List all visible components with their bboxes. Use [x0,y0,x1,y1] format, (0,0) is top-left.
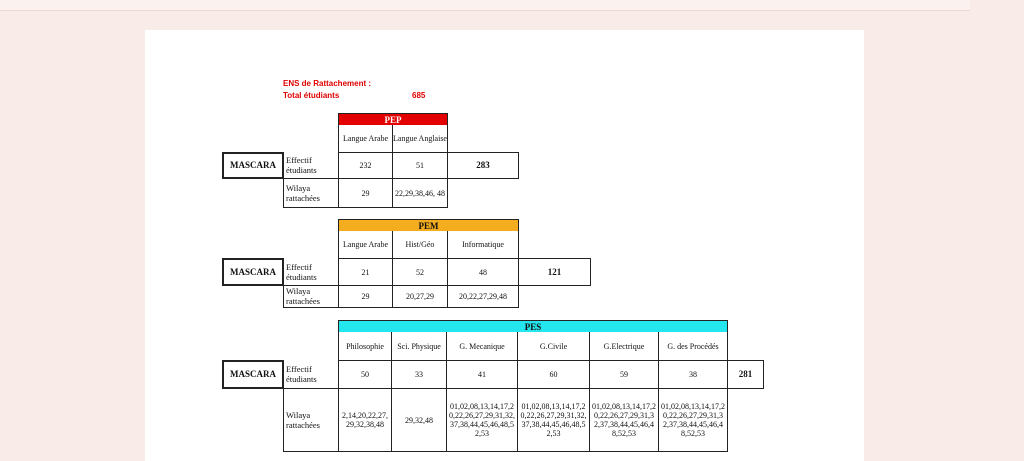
pes-col-header: G. des Procédés [658,332,728,361]
pep-col-header: Langue Anglaise [392,125,448,153]
pes-effectif-cell: 59 [589,360,659,389]
pes-effectif-cell: 50 [338,360,392,389]
pes-col-header: G.Electrique [589,332,659,361]
pem-col-header: Langue Arabe [338,231,393,259]
pes-col-header: G.Civile [517,332,590,361]
pes-title-bar: PES [338,320,728,333]
pes-effectif-label: Effectif étudiants [283,360,339,389]
pem-wilaya-name: MASCARA [222,258,284,286]
pep-wilaya-cell: 29 [338,178,393,208]
pep-effectif-cell: 51 [392,152,448,179]
pem-total-cell: 121 [518,258,591,286]
pes-col-header: Philosophie [338,332,392,361]
pem-effectif-cell: 21 [338,258,393,286]
pes-effectif-cell: 41 [446,360,518,389]
pem-title-bar: PEM [338,219,519,232]
pep-effectif-label: Effectif étudiants [283,152,339,179]
pes-wilaya-name: MASCARA [222,360,284,389]
pes-wilaya-cell: 29,32,48 [391,388,447,452]
pes-col-header: G. Mecanique [446,332,518,361]
pep-title-bar: PEP [338,113,448,126]
pem-col-header: Informatique [447,231,519,259]
pem-effectif-cell: 52 [392,258,448,286]
pes-total-cell: 281 [727,360,764,389]
pes-col-header: Sci. Physique [391,332,447,361]
pes-wilaya-cell: 01,02,08,13,14,17,20,22,26,27,29,31,32,37,38,44,45,46,48,52,53 [589,388,659,452]
pes-wilaya-cell: 2,14,20,22,27,29,32,38,48 [338,388,392,452]
pep-wilaya-cell: 22,29,38,46, 48 [392,178,448,208]
document-page [145,30,864,461]
total-value: 685 [412,91,426,100]
pem-effectif-cell: 48 [447,258,519,286]
pep-effectif-cell: 232 [338,152,393,179]
pep-total-cell: 283 [447,152,519,179]
viewer-top-bar [0,0,970,11]
ens-label: ENS de Rattachement : [283,79,372,88]
total-label: Total étudiants [283,91,340,100]
pes-rattachees-label: Wilaya rattachées [283,388,339,452]
pem-wilaya-cell: 29 [338,285,393,308]
pep-wilaya-name: MASCARA [222,152,284,179]
pep-col-header: Langue Arabe [338,125,393,153]
pes-effectif-cell: 38 [658,360,728,389]
pem-effectif-label: Effectif étudiants [283,258,339,286]
pem-col-header: Hist/Géo [392,231,448,259]
pem-wilaya-cell: 20,27,29 [392,285,448,308]
pes-effectif-cell: 60 [517,360,590,389]
pes-wilaya-cell: 01,02,08,13,14,17,20,22,26,27,29,31,32,37,38,44,45,46,48,52,53 [658,388,728,452]
pem-wilaya-cell: 20,22,27,29,48 [447,285,519,308]
pes-effectif-cell: 33 [391,360,447,389]
pes-wilaya-cell: 01,02,08,13,14,17,20,22,26,27,29,31,32,37,38,44,45,46,48,52,53 [446,388,518,452]
pep-rattachees-label: Wilaya rattachées [283,178,339,208]
pem-rattachees-label: Wilaya rattachées [283,285,339,308]
pes-wilaya-cell: 01,02,08,13,14,17,20,22,26,27,29,31,32,37,38,44,45,46,48,52,53 [517,388,590,452]
